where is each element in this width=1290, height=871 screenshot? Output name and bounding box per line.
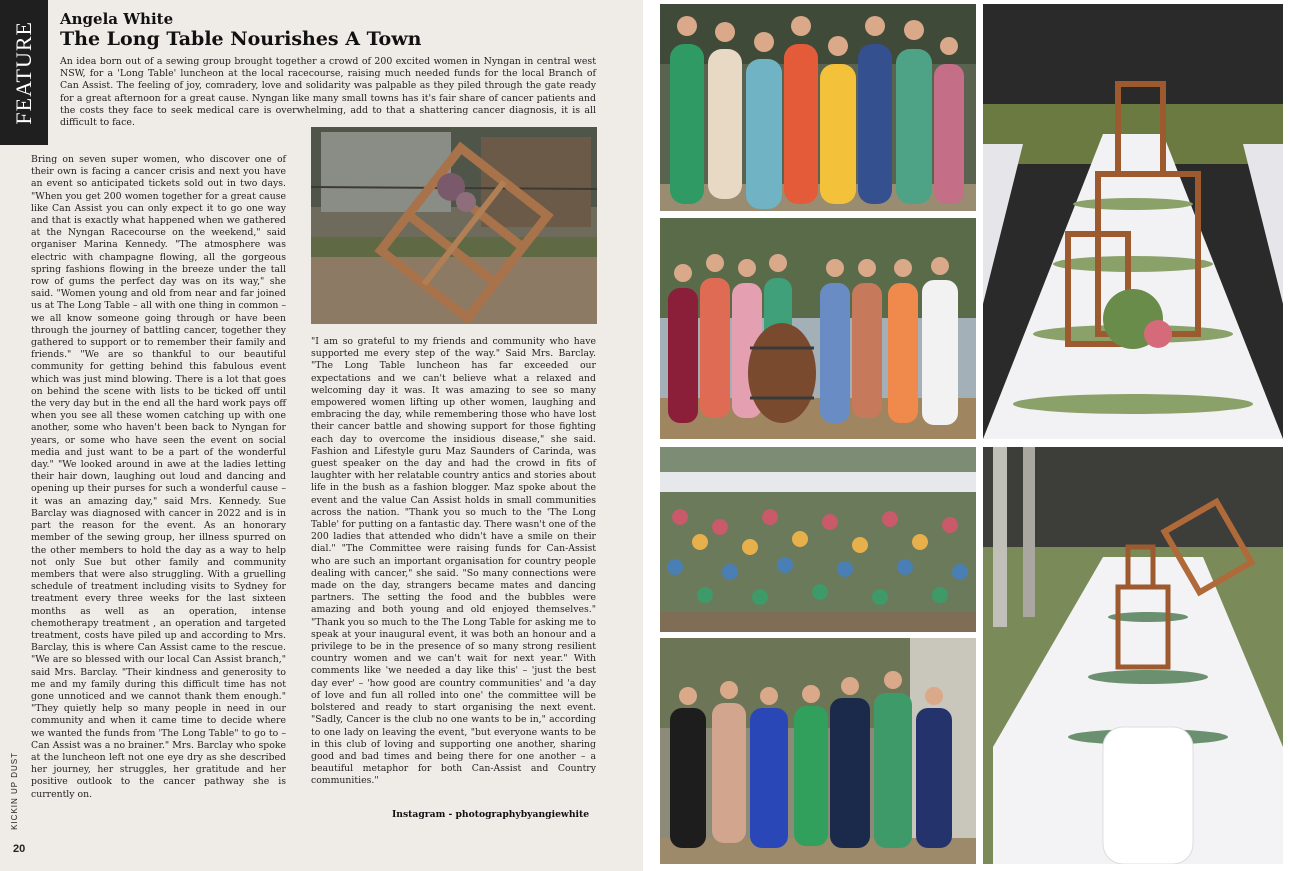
- magazine-name: KICKIN UP DUST: [10, 752, 19, 830]
- group-photo-women-2: [660, 638, 976, 864]
- long-table-closeup-photo: [983, 4, 1283, 439]
- group-photo-women-1: [660, 4, 976, 211]
- author-name: Angela White: [60, 10, 174, 28]
- feature-tab: [0, 0, 48, 145]
- page-number: 20: [13, 843, 26, 855]
- long-table-wide-photo: [983, 447, 1283, 864]
- article-headline: The Long Table Nourishes A Town: [60, 28, 422, 50]
- article-column-1: Bring on seven super women, who discover one of their own is facing a cancer crisis and next you have an event so anticipated tickets sold out in two days. "When you get 200 women together for a great cause like Can Assist you can only expect it to go one way and that is exactly what happened when we gathered at the Nyngan Racecourse on the weekend," said organiser Marina Kennedy. "The atmosphere was electric with champagne flowing, all the gorgeous spring fashions flowing in the breeze under the tall row of gums the perfect day was on its way," she said. "Women young and old from near and far joined us at The Long Table – all with one thing in common – we all know someone going through or have been through the journey of battling cancer, together they gathered to support or to remember their family and friends." "We are so thankful to our beautiful community for getting behind this fabulous event which was just mind blowing. There is a lot that goes on behind the scene with lists to be ticked off until the very day but in the end all the hard work pays off when you see all these women catching up with one another, some who haven't been back to Nyngan for years, or some who have seen the event on social media and just want to be a part of the wonderful day." "We looked around in awe at the ladies letting their hair down, laughing out loud and dancing and opening up their purses for such a wonderful cause – it was an amazing day," said Mrs. Kennedy. Sue Barclay was diagnosed with cancer in 2022 and is in part the reason for the event. As an honorary member of the sewing group, her illness spurred on the other members to hold the day as a way to help not only Sue but other family and community members that were also struggling. With a gruelling schedule of treatment including visits to Sydney for treatment every three weeks for the last sixteen months as well as an operation, intense chemotherapy treatment , an operation and targeted treatment, costs have piled up and according to Mrs. Barclay, this is where Can Assist came to the rescue. "We are so blessed with our local Can Assist branch," said Mrs. Barclay. "Their kindness and generosity to me and my family during this difficult time has not gone unnoticed and we cannot thank them enough." "They quietly help so many people in need in our community and when it came time to decide where we wanted the funds from 'The Long Table" to go to – Can Assist was a no brainer." Mrs. Barclay who spoke at the luncheon left not one eye dry as she described her journey, her struggles, her gratitude and her positive outlook to the cancer pathway she is currently on.: [31, 154, 286, 800]
- article-column-2: "I am so grateful to my friends and community who have supported me every step of the way." Said Mrs. Barclay. "The Long Table luncheon has far exceeded our expectations and we can't believe what a relaxed and welcoming day it was. It was amazing to see so many empowered women lifting up other women, laughing and embracing the day, while remembering those who have lost their cancer battle and showing support for those fighting each day to overcome the insidious disease," she said. Fashion and Lifestyle guru Maz Saunders of Carinda, was guest speaker on the day and had the crowd in fits of laughter with her relatable country antics and stories about life in the bush as a fashion blogger. Maz spoke about the event and the value Can Assist holds in small communities across the nation. "Thank you so much to the 'The Long Table' for putting on a fantastic day. There wasn't one of the 200 ladies that attended who didn't have a smile on their dial." "The Committee were raising funds for Can-Assist who are such an important organisation for country people dealing with cancer," she said. "So many connections were made on the day, strangers became mates and dancing partners. The setting the food and the bubbles were amazing and both young and old enjoyed themselves." "Thank you so much to the The Long Table for asking me to speak at your inaugural event, it was both an honour and a privilege to be in the presence of so many strong resilient country women and we can't wait for next year." With comments like 'we needed a day like this' – 'just the best day ever' – 'how good are country communities' and 'a day of love and fun all rolled into one' the committee will be bolstered and ready to start organising the next event. "Sadly, Cancer is the club no one wants to be in," according to one lady on leaving the event, "but everyone wants to be in this club of loving and supporting one another, sharing good and bad times and being there for one another – a beautiful metaphor for both Can-Assist and Country communities.": [311, 336, 596, 787]
- feature-label: FEATURE: [11, 20, 36, 125]
- article-page: [0, 0, 643, 871]
- photo-credit: Instagram - photographybyangiewhite: [392, 809, 590, 820]
- article-intro: An idea born out of a sewing group brought together a crowd of 200 excited women in Nyngan in central west NSW, for a 'Long Table' luncheon at the local racecourse, raising much needed funds for the local Branch of Can Assist. The feeling of joy, comradery, love and solidarity was palpable as they piled through the gate ready for a great afternoon for a great cause. Nyngan like many small towns has it's fair share of cancer patients and the costs they face to seek medical care is overwhelming, add to that a shattering cancer diagnosis, it is all difficult to face.: [60, 56, 596, 129]
- crowd-photo: [660, 447, 976, 632]
- pallet-decoration-photo: [311, 127, 597, 324]
- group-photo-women-barrel: [660, 218, 976, 439]
